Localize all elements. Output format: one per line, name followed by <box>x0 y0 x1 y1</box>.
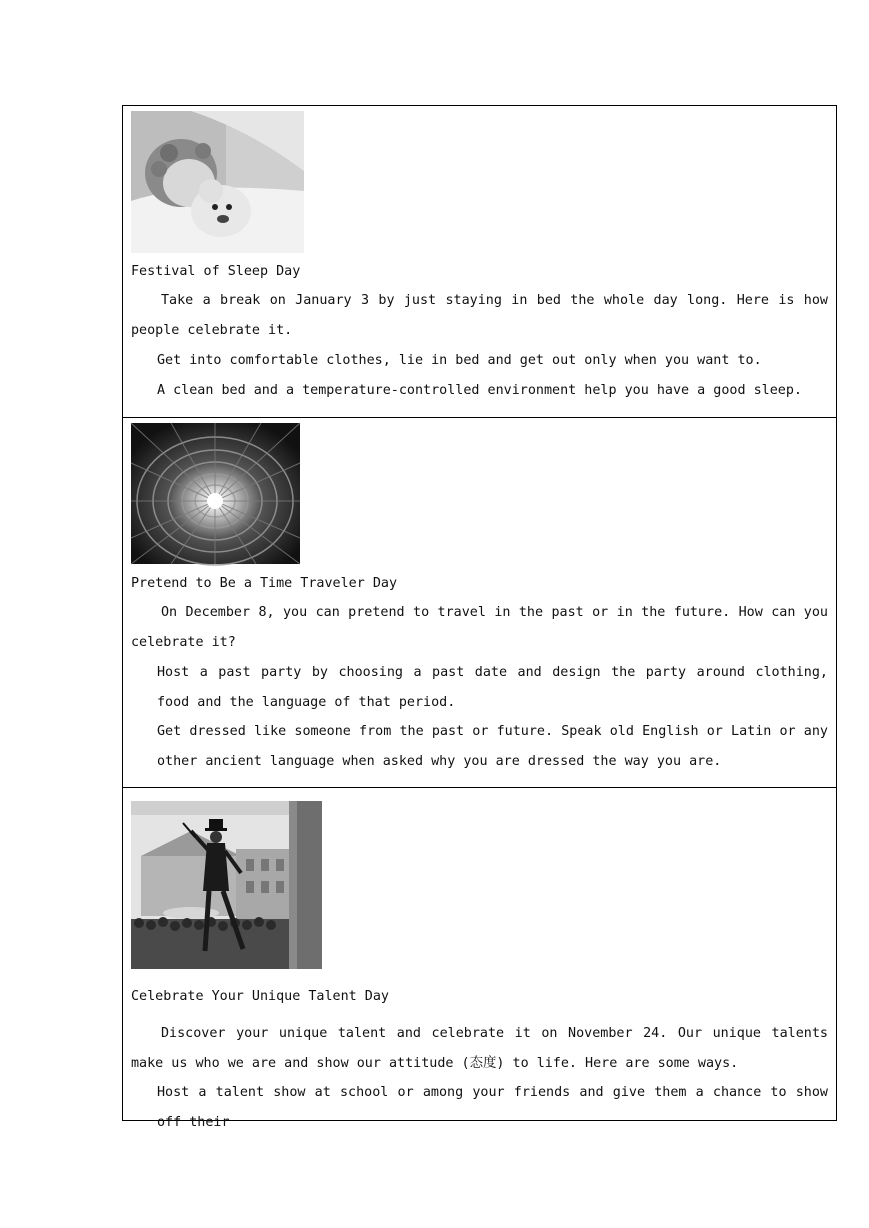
festival-table <box>122 105 837 1130</box>
festival-intro: Take a break on January 3 by just staying in bed the whole day long. Here is how people celebrate it. <box>131 293 828 338</box>
festival-cell-time-traveler <box>123 418 837 788</box>
festival-tip: Host a past party by choosing a past date and design the party around clothing, food and the language of that period. <box>157 665 828 710</box>
sleeping-girl-photo <box>131 111 304 253</box>
festival-tip: Get into comfortable clothes, lie in bed and get out only when you want to. <box>157 353 762 368</box>
street-performer-photo <box>131 801 322 969</box>
festival-tip: Get dressed like someone from the past or future. Speak old English or Latin or any other ancient language when asked why you are dressed the way you are. <box>157 724 828 769</box>
festival-cell-talent <box>123 788 837 1130</box>
festival-cell-sleep <box>123 106 837 418</box>
festival-title: Pretend to Be a Time Traveler Day <box>131 576 398 591</box>
festival-tip: A clean bed and a temperature-controlled environment help you have a good sleep. <box>157 383 802 398</box>
festival-tip: Host a talent show at school or among your friends and give them a chance to show off their <box>157 1085 828 1130</box>
festival-intro: Discover your unique talent and celebrate it on November 24. Our unique talents make us who we are and show our attitude (态度) to life. Here are some ways. <box>131 1026 828 1071</box>
festival-title: Celebrate Your Unique Talent Day <box>131 989 389 1004</box>
festival-title: Festival of Sleep Day <box>131 264 301 279</box>
festival-intro: On December 8, you can pretend to travel in the past or in the future. How can you celebrate it? <box>131 605 828 650</box>
time-tunnel-photo <box>131 423 300 564</box>
